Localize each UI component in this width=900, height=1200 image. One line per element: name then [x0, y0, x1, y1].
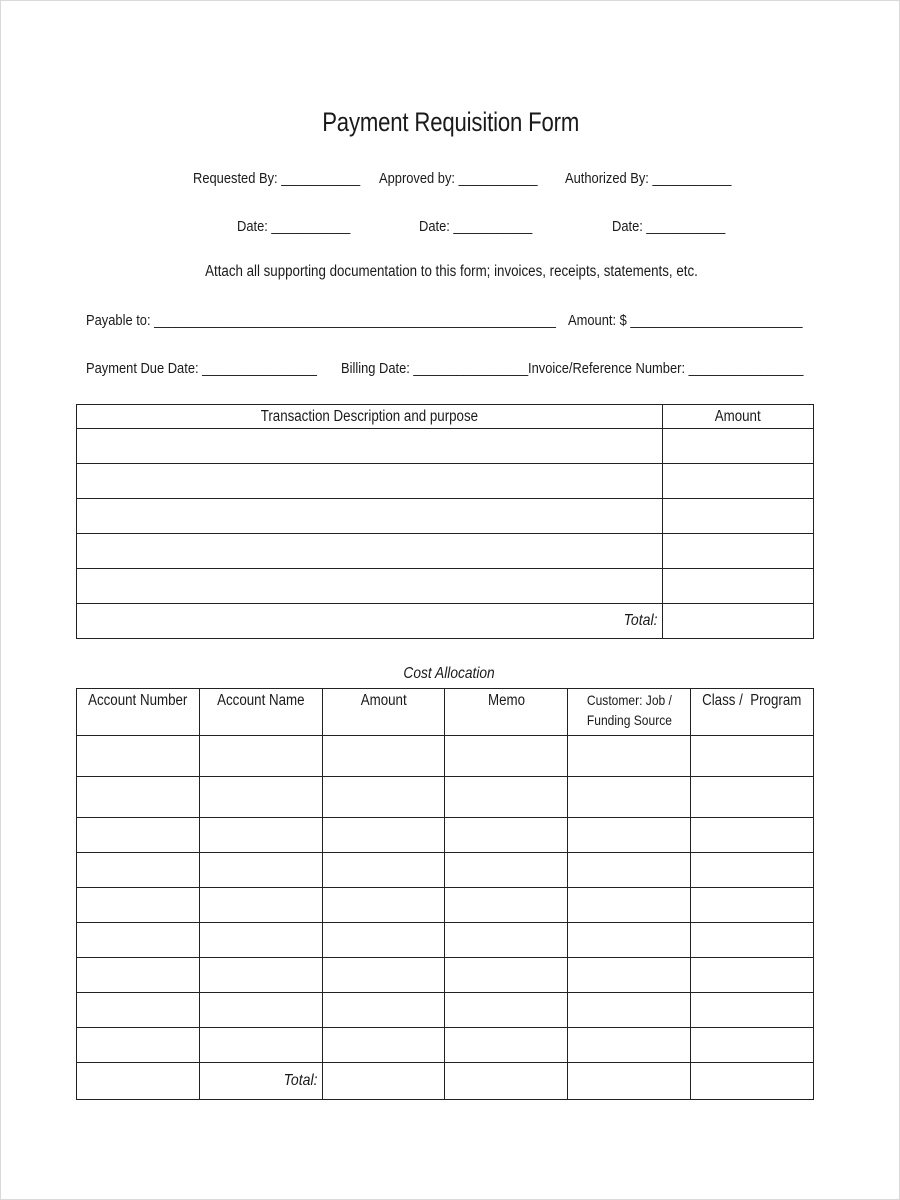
amount-cell[interactable] [322, 993, 445, 1028]
account-name-cell[interactable] [199, 923, 322, 958]
page-title: Payment Requisition Form [322, 107, 580, 137]
table-row [77, 499, 814, 534]
amount-cell[interactable] [662, 534, 813, 569]
class-program-cell[interactable] [690, 1028, 813, 1063]
requested-date-blank[interactable]: ___________ [271, 218, 351, 235]
account-number-cell[interactable] [77, 853, 200, 888]
approved-by-blank[interactable]: ___________ [458, 170, 538, 187]
account-number-cell[interactable] [77, 958, 200, 993]
table-row [77, 534, 814, 569]
documentation-instruction: Attach all supporting documentation to this form; invoices, receipts, statements, etc. [204, 263, 698, 280]
transaction-description-header: Transaction Description and purpose [77, 405, 663, 429]
invoice-reference-blank[interactable]: ________________ [688, 360, 804, 377]
funding-source-cell[interactable] [568, 958, 691, 993]
account-name-cell[interactable] [199, 958, 322, 993]
memo-cell[interactable] [445, 1028, 568, 1063]
class-program-cell[interactable] [690, 777, 813, 818]
account-name-cell[interactable] [199, 993, 322, 1028]
table-row [77, 958, 814, 993]
memo-cell[interactable] [445, 958, 568, 993]
approved-date-label: Date: [419, 218, 450, 235]
requested-date-label: Date: [237, 218, 268, 235]
authorized-date-label: Date: [612, 218, 643, 235]
memo-header: Memo [445, 689, 568, 736]
customer-job-funding-source-header: Customer: Job / Funding Source [568, 689, 691, 736]
account-name-cell[interactable] [199, 818, 322, 853]
table-row [77, 888, 814, 923]
amount-label: Amount: $ [568, 312, 627, 329]
amount-cell[interactable] [322, 888, 445, 923]
billing-date-label: Billing Date: [341, 360, 410, 377]
authorized-by-blank[interactable]: ___________ [652, 170, 732, 187]
class-program-cell[interactable] [690, 993, 813, 1028]
amount-cell[interactable] [662, 464, 813, 499]
class-program-cell[interactable] [690, 888, 813, 923]
amount-cell[interactable] [322, 818, 445, 853]
amount-cell[interactable] [322, 923, 445, 958]
class-program-cell[interactable] [690, 818, 813, 853]
funding-source-cell[interactable] [568, 777, 691, 818]
class-program-header: Class / Program [690, 689, 813, 736]
memo-cell[interactable] [445, 736, 568, 777]
amount-cell[interactable] [662, 429, 813, 464]
account-name-cell[interactable] [199, 777, 322, 818]
memo-total-cell[interactable] [445, 1063, 568, 1100]
table-header-row [77, 405, 814, 429]
approved-date-blank[interactable]: ___________ [453, 218, 533, 235]
amount-cell[interactable] [322, 736, 445, 777]
table-row [77, 993, 814, 1028]
account-number-header: Account Number [77, 689, 200, 736]
account-number-cell[interactable] [77, 818, 200, 853]
invoice-reference-field[interactable] [528, 360, 848, 377]
funding-source-cell[interactable] [568, 923, 691, 958]
table-header-row [77, 689, 814, 736]
authorized-by-field[interactable] [565, 170, 759, 187]
amount-cell[interactable] [322, 1028, 445, 1063]
requested-by-blank[interactable]: ___________ [281, 170, 361, 187]
payable-to-label: Payable to: [86, 312, 151, 329]
table-row [77, 923, 814, 958]
description-cell[interactable] [77, 569, 663, 604]
account-number-cell[interactable] [77, 888, 200, 923]
account-name-cell[interactable] [199, 888, 322, 923]
memo-cell[interactable] [445, 853, 568, 888]
account-number-cell[interactable] [77, 993, 200, 1028]
amount-header: Amount [322, 689, 445, 736]
amount-cell[interactable] [322, 853, 445, 888]
cost-allocation-table [76, 688, 814, 1100]
billing-date-field[interactable] [341, 360, 559, 377]
memo-cell[interactable] [445, 923, 568, 958]
account-name-header: Account Name [199, 689, 322, 736]
class-program-cell[interactable] [690, 736, 813, 777]
table-row [77, 736, 814, 777]
approved-by-field[interactable] [379, 170, 563, 187]
account-number-cell[interactable] [77, 923, 200, 958]
amount-total-cell[interactable] [322, 1063, 445, 1100]
funding-source-cell[interactable] [568, 888, 691, 923]
payment-due-date-blank[interactable]: ________________ [202, 360, 317, 377]
payment-due-date-field[interactable] [86, 360, 355, 377]
billing-date-blank[interactable]: ________________ [413, 360, 529, 377]
transaction-table [76, 404, 814, 639]
authorized-by-label: Authorized By: [565, 170, 649, 187]
funding-source-cell[interactable] [568, 1028, 691, 1063]
class-program-total-cell[interactable] [690, 1063, 813, 1100]
transaction-amount-header: Amount [662, 405, 813, 429]
funding-source-cell[interactable] [568, 853, 691, 888]
account-number-total-cell[interactable] [77, 1063, 200, 1100]
invoice-reference-label: Invoice/Reference Number: [528, 360, 686, 377]
requested-by-label: Requested By: [193, 170, 278, 187]
table-row [77, 569, 814, 604]
table-row [77, 429, 814, 464]
transaction-total-label: Total: [77, 604, 663, 639]
description-cell[interactable] [77, 499, 663, 534]
account-number-cell[interactable] [77, 1028, 200, 1063]
table-row [77, 464, 814, 499]
account-name-cell[interactable] [199, 853, 322, 888]
total-row [77, 1063, 814, 1100]
requested-date-field[interactable] [237, 218, 369, 235]
funding-source-total-cell[interactable] [568, 1063, 691, 1100]
memo-cell[interactable] [445, 818, 568, 853]
account-number-cell[interactable] [77, 736, 200, 777]
description-cell[interactable] [77, 534, 663, 569]
table-row [77, 777, 814, 818]
description-cell[interactable] [77, 429, 663, 464]
amount-field[interactable] [568, 312, 841, 329]
memo-cell[interactable] [445, 888, 568, 923]
authorized-date-blank[interactable]: ___________ [646, 218, 726, 235]
account-name-cell[interactable] [199, 1028, 322, 1063]
amount-cell[interactable] [662, 499, 813, 534]
cost-allocation-total-label: Total: [199, 1063, 322, 1100]
class-program-cell[interactable] [690, 853, 813, 888]
total-row [77, 604, 814, 639]
approved-by-label: Approved by: [379, 170, 456, 187]
funding-source-cell[interactable] [568, 993, 691, 1028]
approved-date-field[interactable] [419, 218, 551, 235]
requested-by-field[interactable] [193, 170, 387, 187]
account-number-cell[interactable] [77, 777, 200, 818]
amount-cell[interactable] [322, 958, 445, 993]
account-name-cell[interactable] [199, 736, 322, 777]
amount-cell[interactable] [322, 777, 445, 818]
table-row [77, 853, 814, 888]
amount-blank[interactable]: ________________________ [630, 312, 803, 329]
funding-source-cell[interactable] [568, 736, 691, 777]
authorized-date-field[interactable] [612, 218, 744, 235]
memo-cell[interactable] [445, 993, 568, 1028]
funding-source-cell[interactable] [568, 818, 691, 853]
table-row [77, 1028, 814, 1063]
table-row [77, 818, 814, 853]
payable-to-blank[interactable]: ________________________________________________________ [154, 312, 556, 329]
payable-to-field[interactable] [86, 312, 632, 329]
memo-cell[interactable] [445, 777, 568, 818]
class-program-cell[interactable] [690, 923, 813, 958]
payment-due-date-label: Payment Due Date: [86, 360, 199, 377]
amount-cell[interactable] [662, 569, 813, 604]
class-program-cell[interactable] [690, 958, 813, 993]
transaction-total-amount-cell[interactable] [662, 604, 813, 639]
description-cell[interactable] [77, 464, 663, 499]
cost-allocation-title: Cost Allocation [403, 665, 495, 682]
